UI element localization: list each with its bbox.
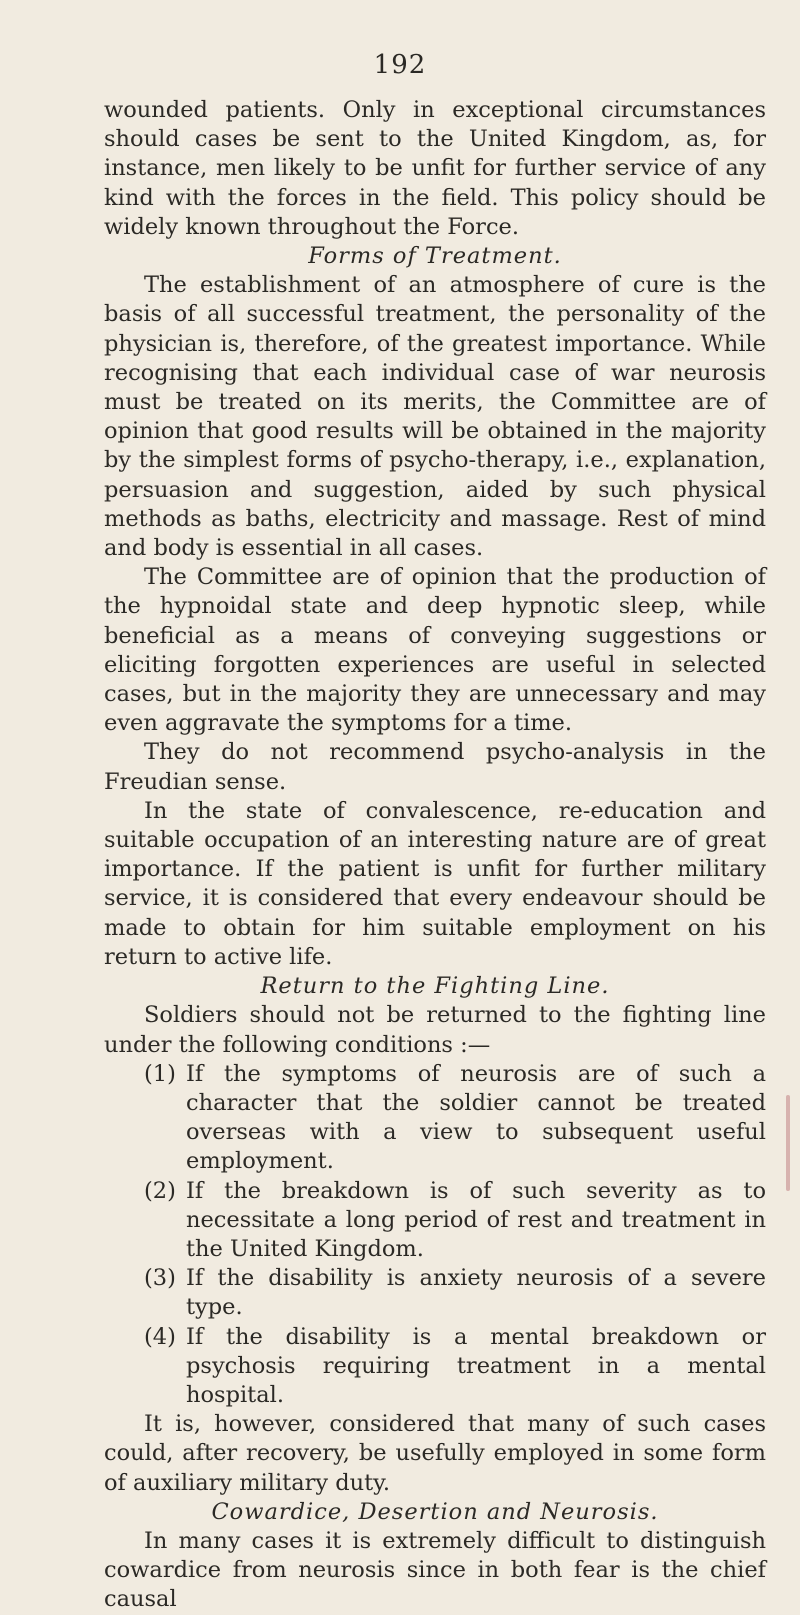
- page-edge-mark: [786, 1095, 790, 1191]
- condition-item: [104, 1060, 766, 1177]
- condition-text: If the breakdown is of such severity as to necessitate a long period of rest and treatment in the United Kingdom.: [186, 1177, 766, 1262]
- condition-text: If the disability is anxiety neurosis of a severe type.: [186, 1265, 766, 1321]
- conditions-list: [104, 1060, 766, 1410]
- condition-item: [104, 1323, 766, 1411]
- page-number: 192: [373, 50, 427, 80]
- page-body: [104, 96, 766, 1615]
- heading-forms-of-treatment: Forms of Treatment.: [308, 243, 562, 270]
- heading-return-to-fighting-line: Return to the Fighting Line.: [260, 973, 610, 1000]
- condition-text: If the disability is a mental breakdown or psychosis requiring treatment in a mental hospital.: [186, 1323, 766, 1408]
- paragraph-conditions-lead: Soldiers should not be returned to the fighting line under the following conditions :—: [104, 1002, 766, 1058]
- condition-number: (3): [144, 1265, 176, 1292]
- paragraph-cowardice: In many cases it is extremely difficult to distinguish cowardice from neurosis since in both fear is the chief causal: [104, 1527, 766, 1613]
- paragraph-auxiliary-duty: It is, however, considered that many of such cases could, after recovery, be usefully employed in some form of auxiliary military duty.: [104, 1411, 766, 1496]
- intro-paragraph: wounded patients. Only in exceptional circumstances should cases be sent to the United Kingdom, as, for instance, men likely to be unfit for further service of any kind with the forces in the field. This policy should be widely known throughout the Force.: [104, 97, 766, 240]
- heading-cowardice-desertion-neurosis: Cowardice, Desertion and Neurosis.: [211, 1498, 659, 1525]
- paragraph-convalescence: In the state of convalescence, re-education and suitable occupation of an interesting nature are of great importance. If the patient is unfit for further military service, it is considered that every endeavour should be made to obtain for him suitable employment on his return to active life.: [104, 797, 766, 970]
- condition-item: [104, 1264, 766, 1322]
- paragraph-psycho-analysis: They do not recommend psycho-analysis in the Freudian sense.: [104, 739, 766, 795]
- condition-number: (2): [144, 1177, 176, 1204]
- condition-number: (1): [144, 1060, 176, 1087]
- paragraph-hypnoidal-state: The Committee are of opinion that the production of the hypnoidal state and deep hypnotic sleep, while beneficial as a means of conveying suggestions or eliciting forgotten experiences are useful in selected cases, but in the majority they are unnecessary and may even aggravate the symptoms for a time.: [104, 564, 766, 737]
- condition-item: [104, 1177, 766, 1265]
- condition-text: If the symptoms of neurosis are of such a character that the soldier cannot be treated overseas with a view to subsequent useful employment.: [186, 1060, 766, 1175]
- paragraph-atmosphere-of-cure: The establishment of an atmosphere of cure is the basis of all successful treatment, the personality of the physician is, therefore, of the greatest importance. While recognising that each individual case of war neurosis must be treated on its merits, the Committee are of opinion that good results will be obtained in the majority by the simplest forms of psycho-therapy, i.e., explanation, persuasion and suggestion, aided by such physical methods as baths, electricity and massage. Rest of mind and body is essential in all cases.: [104, 272, 766, 562]
- condition-number: (4): [144, 1323, 176, 1350]
